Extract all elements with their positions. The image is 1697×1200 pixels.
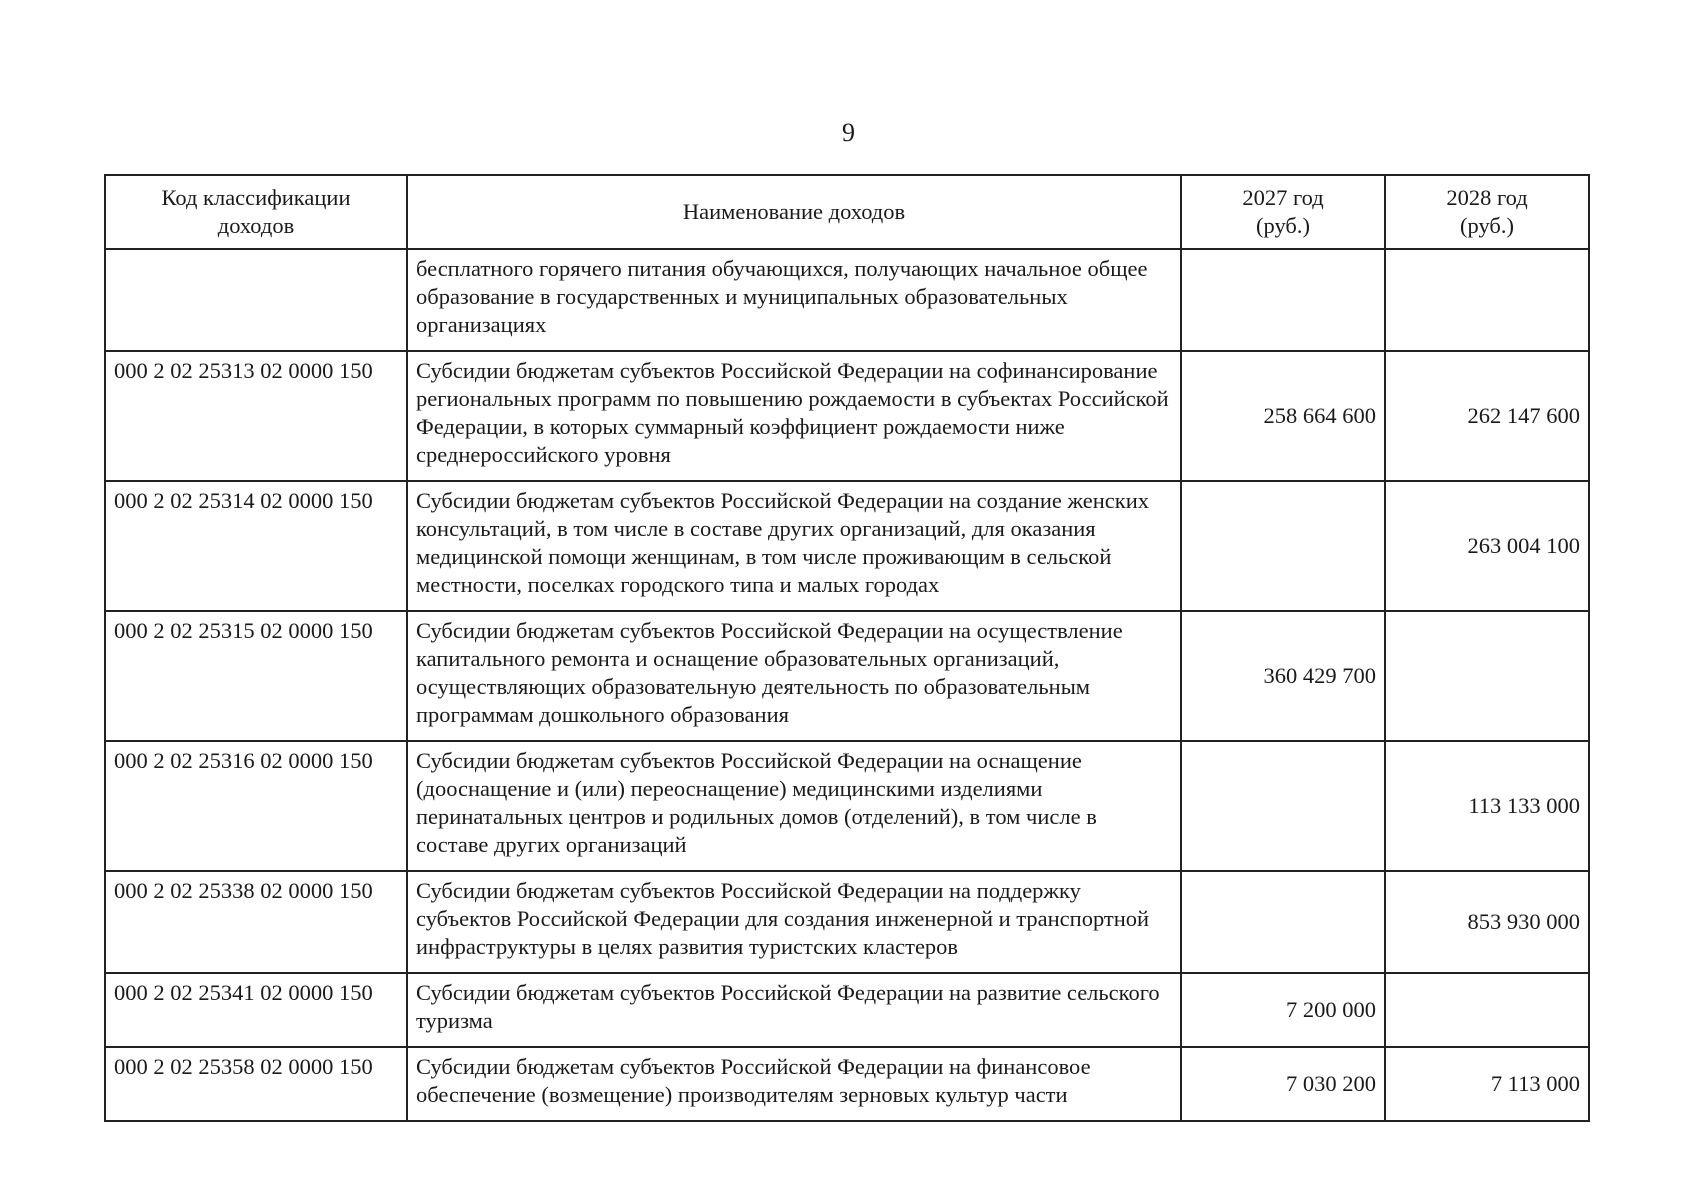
row-amount-2027 [1181,481,1385,611]
row-name: Субсидии бюджетам субъектов Российской Федерации на оснащение (дооснащение и (или) переоснащение) медицинскими изделиями перинатальных центров и родильных домов (отделений), в том числе в составе других организаций [407,741,1181,871]
table-row [105,351,1589,481]
row-code: 000 2 02 25315 02 0000 150 [105,611,407,741]
table-row [105,611,1589,741]
row-amount-2027: 7 200 000 [1181,973,1385,1047]
row-code: 000 2 02 25314 02 0000 150 [105,481,407,611]
row-amount-2027 [1181,871,1385,973]
table-row [105,1047,1589,1121]
row-amount-2028: 113 133 000 [1385,741,1589,871]
row-name: Субсидии бюджетам субъектов Российской Федерации на поддержку субъектов Российской Федерации для создания инженерной и транспортной инфраструктуры в целях развития туристских кластеров [407,871,1181,973]
table-row [105,249,1589,351]
row-name: Субсидии бюджетам субъектов Российской Федерации на финансовое обеспечение (возмещение) производителям зерновых культур части [407,1047,1181,1121]
row-name: Субсидии бюджетам субъектов Российской Федерации на создание женских консультаций, в том числе в составе других организаций, для оказания медицинской помощи женщинам, в том числе проживающим в сельской местности, поселках городского типа и малых городах [407,481,1181,611]
table-header-row [105,175,1589,249]
table-row [105,481,1589,611]
row-amount-2028: 262 147 600 [1385,351,1589,481]
row-code: 000 2 02 25338 02 0000 150 [105,871,407,973]
row-amount-2028 [1385,973,1589,1047]
row-name: бесплатного горячего питания обучающихся, получающих начальное общее образование в государственных и муниципальных образовательных организациях [407,249,1181,351]
table-row [105,741,1589,871]
row-amount-2028 [1385,249,1589,351]
revenue-table [104,174,1590,1122]
row-amount-2028: 7 113 000 [1385,1047,1589,1121]
row-code: 000 2 02 25358 02 0000 150 [105,1047,407,1121]
row-code: 000 2 02 25316 02 0000 150 [105,741,407,871]
row-name: Субсидии бюджетам субъектов Российской Федерации на развитие сельского туризма [407,973,1181,1047]
row-amount-2027: 360 429 700 [1181,611,1385,741]
row-name: Субсидии бюджетам субъектов Российской Федерации на осуществление капитального ремонта и оснащение образовательных организаций, осуществляющих образовательную деятельность по образовательным программам дошкольного образования [407,611,1181,741]
row-amount-2028 [1385,611,1589,741]
row-amount-2027: 258 664 600 [1181,351,1385,481]
row-amount-2027 [1181,741,1385,871]
row-amount-2027: 7 030 200 [1181,1047,1385,1121]
row-code [105,249,407,351]
header-name: Наименование доходов [407,175,1181,249]
header-year-2028: 2028 год (руб.) [1385,175,1589,249]
row-code: 000 2 02 25313 02 0000 150 [105,351,407,481]
row-name: Субсидии бюджетам субъектов Российской Федерации на софинансирование региональных программ по повышению рождаемости в субъектах Российской Федерации, в которых суммарный коэффициент рождаемости ниже среднероссийского уровня [407,351,1181,481]
row-amount-2028: 853 930 000 [1385,871,1589,973]
table-row [105,871,1589,973]
row-code: 000 2 02 25341 02 0000 150 [105,973,407,1047]
row-amount-2027 [1181,249,1385,351]
header-code: Код классификации доходов [105,175,407,249]
table-row [105,973,1589,1047]
header-year-2027: 2027 год (руб.) [1181,175,1385,249]
row-amount-2028: 263 004 100 [1385,481,1589,611]
page-number: 9 [842,118,855,147]
